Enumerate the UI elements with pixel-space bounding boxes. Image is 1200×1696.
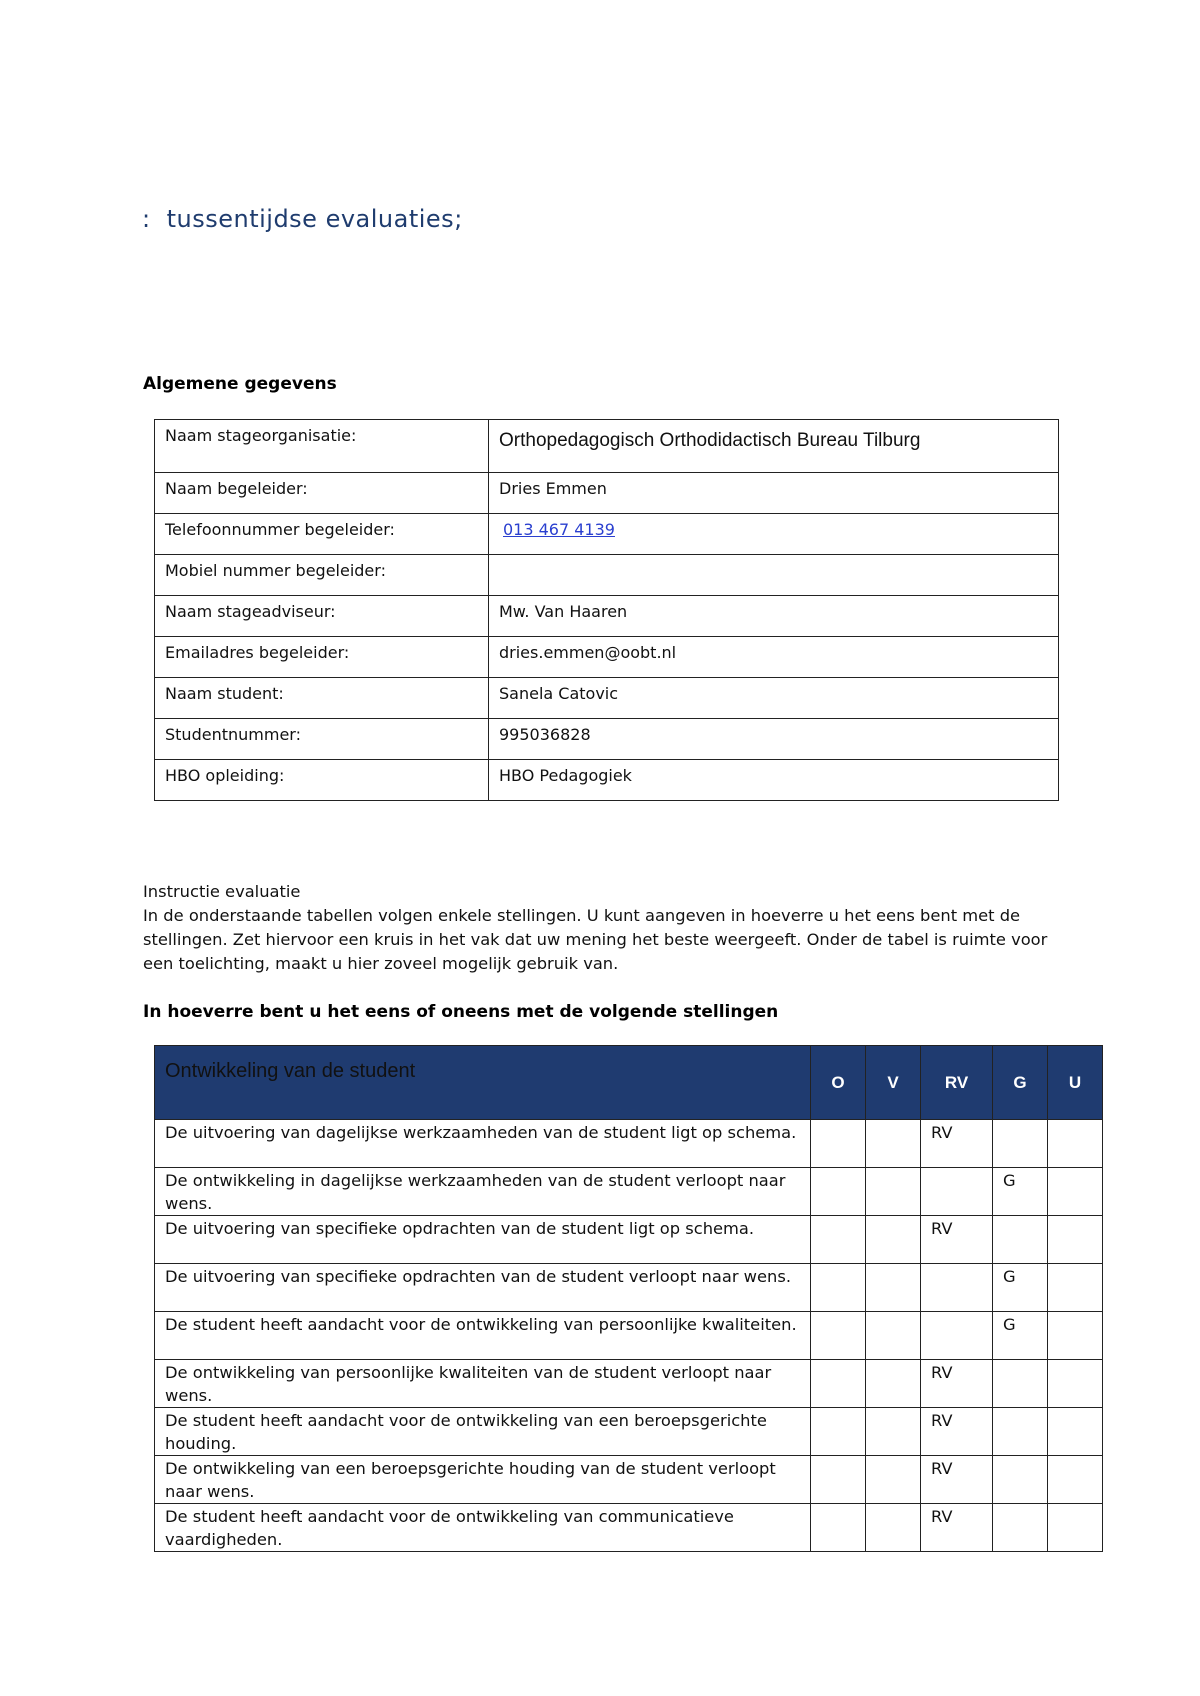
table-row	[155, 1504, 1103, 1552]
rating-cell-o[interactable]	[811, 1120, 866, 1168]
rating-cell-o[interactable]	[811, 1312, 866, 1360]
evaluation-table	[154, 1045, 1103, 1552]
column-header-rv: RV	[921, 1046, 993, 1120]
info-label: Studentnummer:	[155, 719, 489, 760]
rating-cell-v[interactable]	[866, 1264, 921, 1312]
info-value	[489, 420, 1059, 473]
rating-cell-v[interactable]	[866, 1360, 921, 1408]
info-label: Naam stageadviseur:	[155, 596, 489, 637]
info-label: Naam begeleider:	[155, 473, 489, 514]
info-label: Telefoonnummer begeleider:	[155, 514, 489, 555]
table-row	[155, 1360, 1103, 1408]
rating-cell-u[interactable]	[1048, 1168, 1103, 1216]
rating-cell-rv[interactable]: RV	[921, 1456, 993, 1504]
info-label: HBO opleiding:	[155, 760, 489, 801]
rating-cell-g[interactable]: G	[993, 1312, 1048, 1360]
statement-cell: De uitvoering van dagelijkse werkzaamheden van de student ligt op schema.	[155, 1120, 811, 1168]
rating-cell-rv[interactable]: RV	[921, 1504, 993, 1552]
info-value	[489, 555, 1059, 596]
info-label: Naam student:	[155, 678, 489, 719]
info-value: Sanela Catovic	[489, 678, 1059, 719]
rating-cell-g[interactable]	[993, 1408, 1048, 1456]
rating-cell-u[interactable]	[1048, 1504, 1103, 1552]
rating-cell-g[interactable]	[993, 1120, 1048, 1168]
table-row	[155, 678, 1059, 719]
statement-cell: De ontwikkeling van persoonlijke kwaliteiten van de student verloopt naar wens.	[155, 1360, 811, 1408]
table-row	[155, 1408, 1103, 1456]
rating-cell-v[interactable]	[866, 1168, 921, 1216]
rating-cell-g[interactable]: G	[993, 1168, 1048, 1216]
rating-cell-v[interactable]	[866, 1312, 921, 1360]
evaluation-header-row	[155, 1046, 1103, 1120]
rating-cell-rv[interactable]	[921, 1264, 993, 1312]
evaluation-title: Ontwikkeling van de student	[155, 1046, 811, 1120]
rating-cell-v[interactable]	[866, 1216, 921, 1264]
rating-cell-u[interactable]	[1048, 1120, 1103, 1168]
column-header-g: G	[993, 1046, 1048, 1120]
table-row	[155, 1120, 1103, 1168]
column-header-u: U	[1048, 1046, 1103, 1120]
rating-cell-o[interactable]	[811, 1456, 866, 1504]
page-title	[142, 205, 463, 233]
table-row	[155, 1312, 1103, 1360]
instruction-text: In de onderstaande tabellen volgen enkele stellingen. U kunt aangeven in hoeverre u het eens bent met de stellingen. Zet hiervoor een kruis in het vak dat uw mening het beste weergeeft. Onder de tabel is ruimte voor een toelichting, maakt u hier zoveel mogelijk gebruik van.	[143, 906, 1048, 973]
statement-cell: De student heeft aandacht voor de ontwikkeling van persoonlijke kwaliteiten.	[155, 1312, 811, 1360]
rating-cell-rv[interactable]: RV	[921, 1360, 993, 1408]
statement-cell: De uitvoering van specifieke opdrachten van de student verloopt naar wens.	[155, 1264, 811, 1312]
info-label: Emailadres begeleider:	[155, 637, 489, 678]
statement-cell: De ontwikkeling van een beroepsgerichte houding van de student verloopt naar wens.	[155, 1456, 811, 1504]
info-value: HBO Pedagogiek	[489, 760, 1059, 801]
rating-cell-u[interactable]	[1048, 1312, 1103, 1360]
info-value: dries.emmen@oobt.nl	[489, 637, 1059, 678]
info-value: Dries Emmen	[489, 473, 1059, 514]
rating-cell-o[interactable]	[811, 1168, 866, 1216]
rating-cell-rv[interactable]	[921, 1312, 993, 1360]
rating-cell-rv[interactable]: RV	[921, 1216, 993, 1264]
rating-cell-g[interactable]	[993, 1216, 1048, 1264]
info-value: Mw. Van Haaren	[489, 596, 1059, 637]
rating-cell-u[interactable]	[1048, 1264, 1103, 1312]
table-row	[155, 514, 1059, 555]
rating-cell-u[interactable]	[1048, 1456, 1103, 1504]
instruction-block	[143, 880, 1061, 976]
info-value	[489, 514, 1059, 555]
general-info-table	[154, 419, 1059, 801]
table-row	[155, 596, 1059, 637]
statement-cell: De student heeft aandacht voor de ontwikkeling van een beroepsgerichte houding.	[155, 1408, 811, 1456]
table-row	[155, 1216, 1103, 1264]
rating-cell-rv[interactable]	[921, 1168, 993, 1216]
title-text: tussentijdse evaluaties;	[166, 205, 463, 233]
rating-cell-o[interactable]	[811, 1216, 866, 1264]
rating-cell-u[interactable]	[1048, 1216, 1103, 1264]
rating-cell-o[interactable]	[811, 1408, 866, 1456]
rating-cell-v[interactable]	[866, 1408, 921, 1456]
rating-cell-g[interactable]	[993, 1504, 1048, 1552]
rating-cell-o[interactable]	[811, 1264, 866, 1312]
phone-link[interactable]: 013 467 4139	[503, 520, 615, 539]
table-row	[155, 1264, 1103, 1312]
rating-cell-g[interactable]	[993, 1456, 1048, 1504]
column-header-v: V	[866, 1046, 921, 1120]
instruction-title: Instructie evaluatie	[143, 882, 301, 901]
statement-cell: De uitvoering van specifieke opdrachten van de student ligt op schema.	[155, 1216, 811, 1264]
table-row	[155, 1168, 1103, 1216]
organisation-name: Orthopedagogisch Orthodidactisch Bureau Tilburg	[499, 430, 921, 451]
title-prefix: :	[142, 205, 151, 233]
table-row	[155, 719, 1059, 760]
statement-cell: De ontwikkeling in dagelijkse werkzaamheden van de student verloopt naar wens.	[155, 1168, 811, 1216]
rating-cell-v[interactable]	[866, 1504, 921, 1552]
rating-cell-rv[interactable]: RV	[921, 1120, 993, 1168]
table-row	[155, 420, 1059, 473]
statements-heading: In hoeverre bent u het eens of oneens met de volgende stellingen	[143, 1002, 779, 1022]
rating-cell-o[interactable]	[811, 1504, 866, 1552]
rating-cell-o[interactable]	[811, 1360, 866, 1408]
info-label: Mobiel nummer begeleider:	[155, 555, 489, 596]
table-row	[155, 637, 1059, 678]
rating-cell-g[interactable]: G	[993, 1264, 1048, 1312]
rating-cell-u[interactable]	[1048, 1360, 1103, 1408]
column-header-o: O	[811, 1046, 866, 1120]
table-row	[155, 760, 1059, 801]
info-value: 995036828	[489, 719, 1059, 760]
table-row	[155, 1456, 1103, 1504]
general-info-heading: Algemene gegevens	[143, 374, 337, 394]
rating-cell-g[interactable]	[993, 1360, 1048, 1408]
statement-cell: De student heeft aandacht voor de ontwikkeling van communicatieve vaardigheden.	[155, 1504, 811, 1552]
rating-cell-u[interactable]	[1048, 1408, 1103, 1456]
rating-cell-v[interactable]	[866, 1456, 921, 1504]
table-row	[155, 473, 1059, 514]
rating-cell-rv[interactable]: RV	[921, 1408, 993, 1456]
table-row	[155, 555, 1059, 596]
rating-cell-v[interactable]	[866, 1120, 921, 1168]
info-label: Naam stageorganisatie:	[155, 420, 489, 473]
